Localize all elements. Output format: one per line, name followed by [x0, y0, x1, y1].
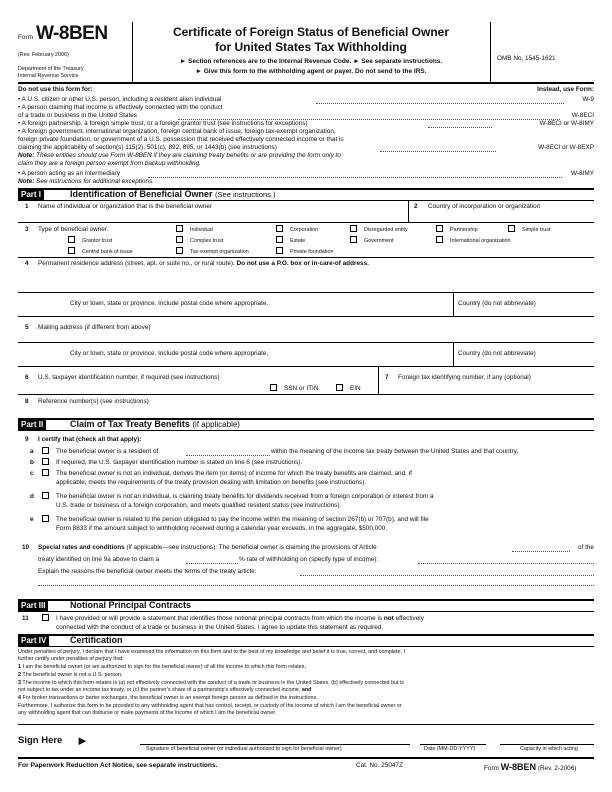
option-central-bank: Central bank of issue [82, 249, 133, 255]
part-3-label: Part III [18, 600, 48, 611]
form-label: Form [18, 34, 33, 41]
item-b-letter: b [30, 459, 34, 466]
leader-dots [316, 103, 564, 104]
capacity-field[interactable] [500, 729, 594, 743]
cert-item-3a: The income to which this form relates is (a) not effectively connected with the conduct of a trade or business in the United States, (b) effectively connected but is [22, 680, 404, 686]
col-divider [453, 342, 454, 366]
line-4-label: Permanent residence address (street, apt. or suite no., or rural route). [38, 260, 235, 267]
col-divider [408, 200, 409, 222]
country-label: Country (do not abbreviate) [458, 300, 536, 307]
explanation-blank-2[interactable] [38, 585, 594, 586]
use-form-w8eci-exp: W-8ECI or W-8EXP [538, 144, 594, 151]
option-individual: Individual [190, 227, 213, 233]
checkbox-partnership[interactable] [436, 225, 443, 232]
use-form-w8imy: W-8IMY [571, 170, 594, 177]
exclusion-government-2: foreign private foundation, or government of a U.S. possession that received effectively connected income or that is [18, 136, 344, 143]
country-blank[interactable] [186, 455, 270, 456]
part-1-note: (See instructions.) [215, 190, 276, 199]
part-4-title: Certification [70, 635, 123, 645]
checkbox-11[interactable] [42, 614, 49, 621]
checkbox-9c[interactable] [42, 469, 49, 476]
line-4-warning: Do not use a P.O. box or in-care-of address. [236, 260, 369, 267]
certification-text-1: Under penalties of perjury, I declare that I have examined the information on this form and to the best of my knowledge and belief it is true, correct, and complete. I [18, 649, 406, 655]
row-rule [18, 724, 594, 725]
mailing-address-field[interactable] [30, 332, 590, 342]
line-9-label: I certify that (check all that apply): [38, 436, 142, 443]
cert-item-4-number: 4 [18, 695, 21, 701]
item-c-text-1: The beneficial owner is not an individual, derives the item (or items) of income for which the treaty benefits are claimed, and, if [56, 470, 412, 477]
line-10-text: (if applicable—see instructions): The beneficial owner is claiming the provisions of Article [126, 544, 377, 551]
instead-use-heading: Instead, use Form: [537, 86, 594, 93]
checkbox-ssn-itin[interactable] [270, 384, 277, 391]
note-label: Note: [18, 178, 35, 185]
line-3-number: 3 [25, 226, 29, 233]
option-simple-trust: Simple trust [522, 227, 551, 233]
part-1-title: Identification of Beneficial Owner [70, 189, 213, 199]
section-references-note: ► Section references are to the Internal Revenue Code. ► See separate instructions. [179, 58, 443, 65]
paperwork-notice: For Paperwork Reduction Act Notice, see separate instructions. [18, 762, 218, 769]
date-field[interactable] [420, 729, 486, 743]
line-7-label: Foreign tax identifying number, if any (optional) [398, 374, 531, 381]
checkbox-grantor-trust[interactable] [68, 236, 75, 243]
option-tax-exempt-organization: Tax-exempt organization [190, 249, 249, 255]
line-6-label: U.S. taxpayer identification number, if required (see instructions) [38, 374, 220, 381]
checkbox-international-organization[interactable] [436, 236, 443, 243]
cert-item-3-number: 3 [18, 680, 21, 686]
option-grantor-trust: Grantor trust [82, 238, 113, 244]
country-of-incorporation-field[interactable] [412, 211, 590, 221]
row-rule [18, 316, 594, 317]
rate-blank[interactable] [186, 563, 238, 564]
footer-rule [18, 757, 594, 759]
authorization-text-2: any withholding agent that can disburse or make payments of the income of which I am the beneficial owner. [18, 710, 277, 716]
signature-line [140, 744, 410, 745]
ein-label: EIN [350, 385, 361, 392]
line-1-label: Name of individual or organization that is the beneficial owner [38, 203, 213, 210]
checkbox-tax-exempt-organization[interactable] [176, 247, 183, 254]
date-line [420, 744, 486, 745]
item-d-letter: d [30, 493, 34, 500]
leader-dots [380, 151, 496, 152]
line-11-text-1: I have provided or will provide a statement that identifies those notional principal contracts from which the income is [56, 615, 383, 622]
checkbox-estate[interactable] [276, 236, 283, 243]
option-international-organization: International organization [450, 238, 511, 244]
cert-item-2: The beneficial owner is not a U.S. person, [22, 672, 123, 678]
city-label: City or town, state or province. Include postal code where appropriate. [70, 300, 269, 307]
row-rule [18, 200, 594, 201]
certification-text-2: further certify under penalties of perjury that: [18, 656, 124, 662]
option-estate: Estate [290, 238, 306, 244]
item-a-text-1: The beneficial owner is a resident of [56, 448, 159, 455]
header-divider-right [490, 22, 491, 82]
checkbox-corporation[interactable] [276, 225, 283, 232]
capacity-line [500, 744, 594, 745]
row-rule [18, 366, 594, 367]
line-10-number: 10 [22, 544, 30, 551]
exclusion-government-1: • A foreign government, international organization, foreign central bank of issue, foreign tax-exempt organization, [18, 128, 336, 135]
row-rule [18, 222, 594, 223]
exclusion-partnership: • A foreign partnership, a foreign simple trust, or a foreign grantor trust (see instructions for exceptions) [18, 120, 308, 127]
item-e-text-2: Form 8833 if the amount subject to withholding received during a calendar year exceeds, in the aggregate, $500,000. [56, 525, 388, 532]
checkbox-government[interactable] [350, 236, 357, 243]
row-rule [18, 342, 594, 343]
line-10-rate-text: % rate of withholding on (specify type of income): [239, 556, 379, 563]
date-caption: Date (MM-DD-YYYY) [424, 746, 476, 752]
article-blank[interactable] [512, 551, 570, 552]
income-type-blank[interactable] [418, 563, 594, 564]
line-11-text-2: effectively [395, 615, 424, 622]
line-8-number: 8 [25, 398, 29, 405]
checkbox-ein[interactable] [336, 384, 343, 391]
exclusion-us-citizen: • A U.S. citizen or other U.S. person, including a resident alien individual [18, 96, 222, 103]
city-label-2: City or town, state or province. Include postal code where appropriate. [70, 350, 269, 357]
line-1-number: 1 [25, 203, 29, 210]
use-form-w8eci-imy: W-8ECI or W-8IMY [539, 120, 594, 127]
option-government: Government [364, 238, 394, 244]
catalog-number: Cat. No. 25047Z [356, 762, 403, 769]
leader-dots [428, 127, 492, 128]
col-divider [453, 292, 454, 316]
item-c-text-2: applicable, meets the requirements of the treaty provision dealing with limitation on benefits (see instructions). [56, 479, 367, 486]
item-a-letter: a [30, 448, 34, 455]
reference-number-field[interactable] [190, 396, 590, 406]
line-9-number: 9 [25, 436, 29, 443]
line-11-text-3: connected with the conduct of a trade or business in the United States. I agree to update this statement as required. [56, 624, 384, 631]
country-label-2: Country (do not abbreviate) [458, 350, 536, 357]
checkbox-simple-trust[interactable] [508, 225, 515, 232]
row-rule [18, 292, 594, 293]
footer-revision: (Rev. 2-2006) [537, 765, 577, 772]
department: Department of the Treasury [18, 66, 84, 72]
part-4-label: Part IV [18, 635, 49, 646]
exclusion-government-3: claiming the applicability of section(s) 115(2), 501(c), 892, 895, or 1443(b) (see instructions) [18, 144, 277, 151]
signature-field[interactable] [140, 729, 410, 743]
part-1-label: Part I [18, 189, 44, 200]
item-b-text: If required, the U.S. taxpayer identification number is stated on line 6 (see instructions). [56, 459, 303, 466]
part-2-note: (if applicable) [192, 420, 240, 429]
footer-form-number: W-8BEN [500, 762, 537, 772]
footer-form-label: Form [484, 765, 499, 772]
give-form-note: ► Give this form to the withholding agent or payer. Do not send to the IRS. [195, 68, 427, 75]
checkbox-9d[interactable] [42, 492, 49, 499]
checkbox-disregarded-entity[interactable] [350, 225, 357, 232]
checkbox-9b[interactable] [42, 458, 49, 465]
exclusion-eci-2: of a trade or business in the United States [18, 112, 138, 119]
form-title-2: for United States Tax Withholding [215, 40, 407, 54]
exclusion-eci-1: • A person claiming that income is effectively connected with the conduct [18, 104, 223, 111]
cert-item-4: For broker transactions or barter exchanges, the beneficial owner is an exempt foreign person as defined in the instructions. [22, 695, 318, 701]
line-5-number: 5 [25, 324, 29, 331]
authorization-text-1: Furthermore, I authorize this form to be provided to any withholding agent that has control, receipt, or custody of the income of which I am the beneficial owner or [18, 703, 402, 709]
permanent-address-field[interactable] [30, 269, 590, 291]
part-2-title: Claim of Tax Treaty Benefits [70, 419, 190, 429]
item-a-text-2: within the meaning of the income tax treaty between the United States and that country. [271, 448, 519, 455]
cert-item-1-number: 1 [18, 664, 21, 670]
do-not-use-heading: Do not use this form for: [18, 86, 93, 93]
line-10-of-the: of the [578, 544, 594, 551]
option-complex-trust: Complex trust [190, 238, 224, 244]
line-6-number: 6 [25, 374, 29, 381]
col-divider [378, 366, 379, 394]
line-3-label: Type of beneficial owner: [38, 226, 109, 233]
use-form-w8eci: W-8ECI [571, 112, 594, 119]
checkbox-private-foundation[interactable] [276, 247, 283, 254]
signature-caption: Signature of beneficial owner (or individual authorized to sign for beneficial owner) [146, 746, 342, 752]
beneficial-owner-name-field[interactable] [30, 211, 400, 221]
cert-item-3b: not subject to tax under an income tax treaty, or (c) the partner's share of a partnership's effectively connected income, [18, 687, 301, 693]
line-10-heading: Special rates and conditions [38, 544, 125, 551]
checkbox-complex-trust[interactable] [176, 236, 183, 243]
line-11-not: not [383, 615, 394, 622]
option-private-foundation: Private foundation [290, 249, 334, 255]
option-corporation: Corporation [290, 227, 319, 233]
line-5-label: Mailing address (if different from above) [38, 324, 151, 331]
note-treaty-1: These entities should use Form W-8BEN if they are claiming treaty benefits or are providing the form only to [36, 152, 341, 159]
part-2-label: Part II [18, 419, 46, 430]
option-partnership: Partnership [450, 227, 478, 233]
form-title-1: Certificate of Foreign Status of Beneficial Owner [172, 25, 450, 39]
cert-item-1: I am the beneficial owner (or am authorized to sign for the beneficial owner) of all the income to which this form relates, [22, 664, 306, 670]
item-c-letter: c [30, 470, 34, 477]
row-rule [18, 646, 594, 647]
cert-item-3-and: and [301, 687, 312, 693]
ssn-itin-label: SSN or ITIN [284, 385, 319, 392]
item-e-text-1: The beneficial owner is related to the person obligated to pay the income within the meaning of section 267(b) or 707(b), and will file [56, 516, 429, 523]
capacity-caption: Capacity in which acting [520, 746, 578, 752]
leader-dots [148, 177, 562, 178]
line-2-number: 2 [414, 203, 418, 210]
checkbox-central-bank[interactable] [68, 247, 75, 254]
row-rule [18, 430, 594, 431]
sign-arrow-icon: ► [76, 733, 89, 748]
note-exceptions: See instructions for additional exceptions. [36, 178, 155, 185]
use-form-w9: W-9 [582, 96, 594, 103]
item-d-text-1: The beneficial owner is not an individual, is claiming treaty benefits for dividends received from a foreign corporation or interest from a [56, 493, 434, 500]
item-e-letter: e [30, 516, 34, 523]
line-10-treaty-text: treaty identified on line 9a above to claim a [38, 556, 160, 563]
row-rule [18, 394, 594, 395]
part-3-title: Notional Principal Contracts [70, 600, 192, 610]
checkbox-9a[interactable] [42, 447, 49, 454]
row-rule [18, 611, 594, 612]
line-4-number: 4 [25, 260, 29, 267]
line-8-label: Reference number(s) (see instructions) [38, 398, 149, 405]
line-11-number: 11 [22, 615, 29, 622]
agency: Internal Revenue Service [18, 73, 79, 79]
header-rule [18, 82, 594, 84]
checkbox-individual[interactable] [176, 225, 183, 232]
option-disregarded-entity: Disregarded entity [364, 227, 408, 233]
revision-date: (Rev. February 2006) [18, 52, 69, 58]
note-label: Note: [18, 152, 35, 159]
cert-item-2-number: 2 [18, 672, 21, 678]
exclusion-intermediary: • A person acting as an intermediary [18, 170, 121, 177]
line-2-label: Country of incorporation or organization [428, 203, 541, 210]
checkbox-9e[interactable] [42, 515, 49, 522]
line-7-number: 7 [385, 374, 389, 381]
note-treaty-2: claim they are a foreign person exempt from backup withholding. [18, 160, 201, 167]
form-number: W-8BEN [36, 23, 108, 44]
item-d-text-2: U.S. trade or business of a foreign corporation, and meets qualified resident status (see instructions). [56, 502, 342, 509]
line-10-explain: Explain the reasons the beneficial owner meets the terms of the treaty article: [38, 568, 257, 575]
omb-number: OMB No. 1545-1621 [497, 55, 556, 62]
explanation-blank[interactable] [300, 575, 594, 576]
sign-here-label: Sign Here [18, 735, 63, 746]
row-rule [18, 257, 594, 258]
